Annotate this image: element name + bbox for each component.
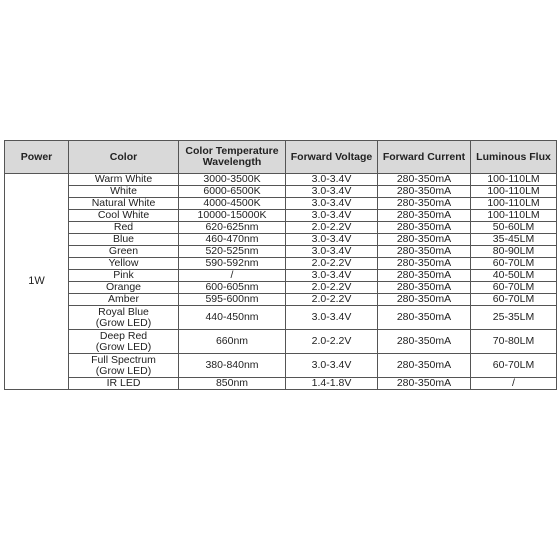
- cell-current: 280-350mA: [378, 306, 471, 330]
- cell-current: 280-350mA: [378, 234, 471, 246]
- cell-flux: 60-70LM: [471, 294, 557, 306]
- cell-voltage: 2.0-2.2V: [286, 294, 378, 306]
- cell-color: Amber: [69, 294, 179, 306]
- cell-flux: /: [471, 378, 557, 390]
- cell-wavelength: 380-840nm: [179, 354, 286, 378]
- table-row: [5, 354, 557, 378]
- cell-color: Natural White: [69, 198, 179, 210]
- cell-wavelength: 460-470nm: [179, 234, 286, 246]
- cell-voltage: 3.0-3.4V: [286, 210, 378, 222]
- cell-flux: 100-110LM: [471, 198, 557, 210]
- cell-current: 280-350mA: [378, 282, 471, 294]
- cell-wavelength: 4000-4500K: [179, 198, 286, 210]
- cell-current: 280-350mA: [378, 222, 471, 234]
- cell-wavelength: 595-600nm: [179, 294, 286, 306]
- table-row: [5, 294, 557, 306]
- cell-wavelength: 520-525nm: [179, 246, 286, 258]
- cell-wavelength: 440-450nm: [179, 306, 286, 330]
- cell-color: White: [69, 186, 179, 198]
- cell-power: 1W: [5, 174, 69, 390]
- cell-color: IR LED: [69, 378, 179, 390]
- cell-voltage: 3.0-3.4V: [286, 234, 378, 246]
- cell-voltage: 3.0-3.4V: [286, 186, 378, 198]
- header-power: Power: [5, 141, 69, 174]
- cell-current: 280-350mA: [378, 258, 471, 270]
- table-row: [5, 210, 557, 222]
- cell-current: 280-350mA: [378, 174, 471, 186]
- cell-wavelength: 10000-15000K: [179, 210, 286, 222]
- cell-flux: 40-50LM: [471, 270, 557, 282]
- cell-flux: 60-70LM: [471, 354, 557, 378]
- cell-wavelength: 850nm: [179, 378, 286, 390]
- table-body: [5, 174, 557, 390]
- table-row: [5, 174, 557, 186]
- table-row: [5, 306, 557, 330]
- cell-wavelength: 3000-3500K: [179, 174, 286, 186]
- cell-flux: 50-60LM: [471, 222, 557, 234]
- cell-wavelength: 600-605nm: [179, 282, 286, 294]
- cell-current: 280-350mA: [378, 186, 471, 198]
- cell-current: 280-350mA: [378, 270, 471, 282]
- cell-wavelength: 660nm: [179, 330, 286, 354]
- cell-voltage: 3.0-3.4V: [286, 174, 378, 186]
- table-row: [5, 330, 557, 354]
- cell-voltage: 2.0-2.2V: [286, 282, 378, 294]
- header-luminous-flux: Luminous Flux: [471, 141, 557, 174]
- header-forward-current: Forward Current: [378, 141, 471, 174]
- cell-flux: 70-80LM: [471, 330, 557, 354]
- table-row: [5, 378, 557, 390]
- table-row: [5, 222, 557, 234]
- table-row: [5, 258, 557, 270]
- cell-color: Cool White: [69, 210, 179, 222]
- cell-voltage: 2.0-2.2V: [286, 258, 378, 270]
- cell-color: Green: [69, 246, 179, 258]
- cell-wavelength: 6000-6500K: [179, 186, 286, 198]
- cell-flux: 60-70LM: [471, 258, 557, 270]
- table-row: [5, 234, 557, 246]
- cell-color: Orange: [69, 282, 179, 294]
- cell-color: Red: [69, 222, 179, 234]
- cell-color: Pink: [69, 270, 179, 282]
- cell-color: Warm White: [69, 174, 179, 186]
- cell-current: 280-350mA: [378, 330, 471, 354]
- header-color: Color: [69, 141, 179, 174]
- cell-current: 280-350mA: [378, 294, 471, 306]
- cell-wavelength: 590-592nm: [179, 258, 286, 270]
- cell-current: 280-350mA: [378, 246, 471, 258]
- table-row: [5, 186, 557, 198]
- cell-flux: 35-45LM: [471, 234, 557, 246]
- header-forward-voltage: Forward Voltage: [286, 141, 378, 174]
- led-spec-table: [4, 140, 557, 390]
- cell-voltage: 3.0-3.4V: [286, 354, 378, 378]
- cell-flux: 60-70LM: [471, 282, 557, 294]
- table-row: [5, 282, 557, 294]
- cell-flux: 80-90LM: [471, 246, 557, 258]
- header-row: [5, 141, 557, 174]
- cell-wavelength: /: [179, 270, 286, 282]
- cell-voltage: 1.4-1.8V: [286, 378, 378, 390]
- cell-voltage: 3.0-3.4V: [286, 306, 378, 330]
- cell-color: Yellow: [69, 258, 179, 270]
- spec-table-container: [4, 140, 556, 390]
- cell-voltage: 3.0-3.4V: [286, 270, 378, 282]
- cell-wavelength: 620-625nm: [179, 222, 286, 234]
- cell-voltage: 2.0-2.2V: [286, 330, 378, 354]
- cell-current: 280-350mA: [378, 354, 471, 378]
- cell-current: 280-350mA: [378, 378, 471, 390]
- cell-color: Royal Blue (Grow LED): [69, 306, 179, 330]
- table-row: [5, 198, 557, 210]
- cell-flux: 25-35LM: [471, 306, 557, 330]
- cell-current: 280-350mA: [378, 210, 471, 222]
- cell-color: Deep Red (Grow LED): [69, 330, 179, 354]
- cell-color: Blue: [69, 234, 179, 246]
- table-row: [5, 270, 557, 282]
- cell-flux: 100-110LM: [471, 210, 557, 222]
- cell-current: 280-350mA: [378, 198, 471, 210]
- cell-voltage: 3.0-3.4V: [286, 246, 378, 258]
- table-row: [5, 246, 557, 258]
- header-color-temperature: Color Temperature Wavelength: [179, 141, 286, 174]
- cell-voltage: 2.0-2.2V: [286, 222, 378, 234]
- cell-flux: 100-110LM: [471, 186, 557, 198]
- cell-flux: 100-110LM: [471, 174, 557, 186]
- cell-voltage: 3.0-3.4V: [286, 198, 378, 210]
- cell-color: Full Spectrum (Grow LED): [69, 354, 179, 378]
